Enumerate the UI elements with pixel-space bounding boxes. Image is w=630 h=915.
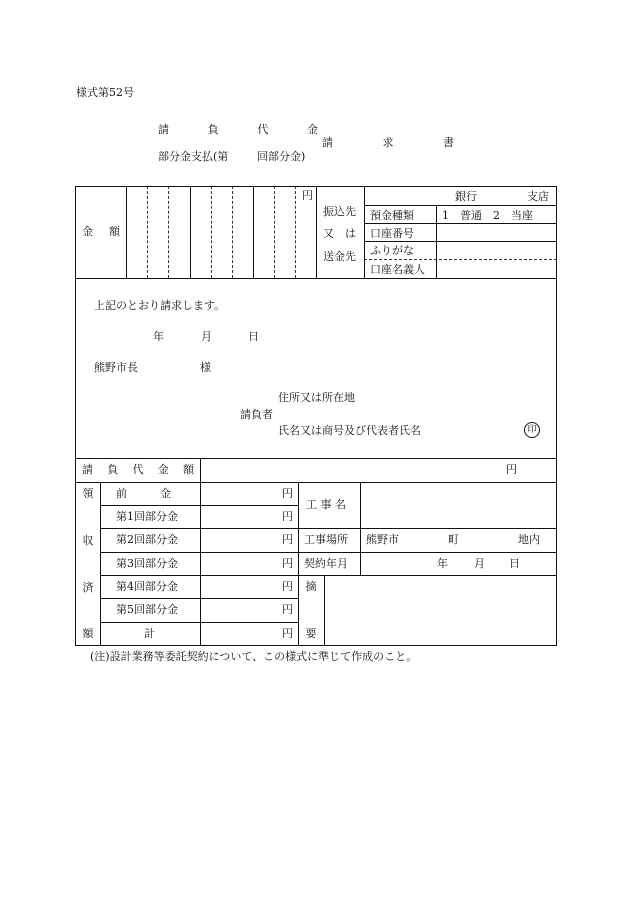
received-row-yen: 円 bbox=[282, 533, 293, 546]
request-month: 月 bbox=[201, 330, 212, 343]
address-label: 住所又は所在地 bbox=[278, 391, 355, 404]
deposit-type-label: 預金種類 bbox=[370, 209, 414, 222]
request-year: 年 bbox=[153, 330, 164, 343]
work-place-city: 熊野市 bbox=[366, 533, 399, 546]
contract-month: 月 bbox=[474, 557, 485, 570]
seal-mark: 印 bbox=[524, 422, 540, 438]
contract-amount-yen: 円 bbox=[506, 463, 517, 476]
received-row-label: 第5回部分金 bbox=[116, 603, 178, 616]
received-side-char-3: 済 bbox=[82, 581, 94, 594]
work-place-label: 工事場所 bbox=[304, 533, 348, 546]
received-row-yen: 円 bbox=[282, 603, 293, 616]
partial-payment-prefix: 部分金支払(第 bbox=[158, 150, 229, 163]
title-line-2: 請 求 書 bbox=[322, 136, 454, 149]
account-holder-label: 口座名義人 bbox=[370, 263, 425, 276]
received-total-label: 計 bbox=[144, 627, 155, 640]
account-number-label: 口座番号 bbox=[370, 227, 414, 240]
deposit-type-value: 1 普通 2 当座 bbox=[442, 209, 533, 222]
name-label: 氏名又は商号及び代表者氏名 bbox=[278, 424, 421, 437]
received-row-yen: 円 bbox=[282, 557, 293, 570]
received-side-char-4: 額 bbox=[82, 627, 94, 640]
remarks-char-1: 摘 bbox=[305, 580, 317, 593]
title-line-1: 請 負 代 金 bbox=[158, 123, 318, 136]
work-place-suffix: 地内 bbox=[518, 533, 540, 546]
remarks-char-2: 要 bbox=[305, 627, 317, 640]
request-statement: 上記のとおり請求します。 bbox=[94, 299, 226, 312]
transfer-label-2: 又 は bbox=[323, 227, 356, 240]
received-total-yen: 円 bbox=[282, 627, 293, 640]
amount-yen: 円 bbox=[302, 189, 313, 202]
received-row-label: 第1回部分金 bbox=[116, 510, 178, 523]
work-place-town: 町 bbox=[448, 533, 459, 546]
form-number: 様式第52号 bbox=[76, 86, 134, 99]
contractor-label: 請負者 bbox=[240, 408, 273, 421]
contract-day: 日 bbox=[509, 557, 520, 570]
branch-label: 支店 bbox=[527, 190, 549, 203]
furigana-label: ふりがな bbox=[370, 244, 414, 257]
received-row-label: 第3回部分金 bbox=[116, 557, 178, 570]
contract-year: 年 bbox=[437, 557, 448, 570]
transfer-label-3: 送金先 bbox=[323, 250, 356, 263]
request-day: 日 bbox=[248, 330, 259, 343]
received-row-yen: 円 bbox=[282, 487, 293, 500]
honorific: 様 bbox=[200, 361, 211, 374]
received-row-label: 第4回部分金 bbox=[116, 580, 178, 593]
bank-label: 銀行 bbox=[455, 190, 477, 203]
partial-payment-suffix: 回部分金) bbox=[257, 150, 306, 163]
contract-date-label: 契約年月 bbox=[304, 557, 348, 570]
contract-amount-label: 請 負 代 金 額 bbox=[82, 463, 194, 476]
received-row-label: 前 金 bbox=[116, 487, 171, 500]
received-row-label: 第2回部分金 bbox=[116, 533, 178, 546]
transfer-label-1: 振込先 bbox=[323, 205, 356, 218]
footnote: (注)設計業務等委託契約について、この様式に準じて作成のこと。 bbox=[90, 650, 418, 663]
received-side-char-1: 領 bbox=[82, 487, 94, 500]
received-side-char-2: 収 bbox=[82, 534, 94, 547]
work-name-label: 工 事 名 bbox=[306, 498, 346, 511]
received-row-yen: 円 bbox=[282, 510, 293, 523]
amount-label: 金 額 bbox=[82, 225, 120, 238]
addressee: 熊野市長 bbox=[94, 361, 138, 374]
received-row-yen: 円 bbox=[282, 580, 293, 593]
